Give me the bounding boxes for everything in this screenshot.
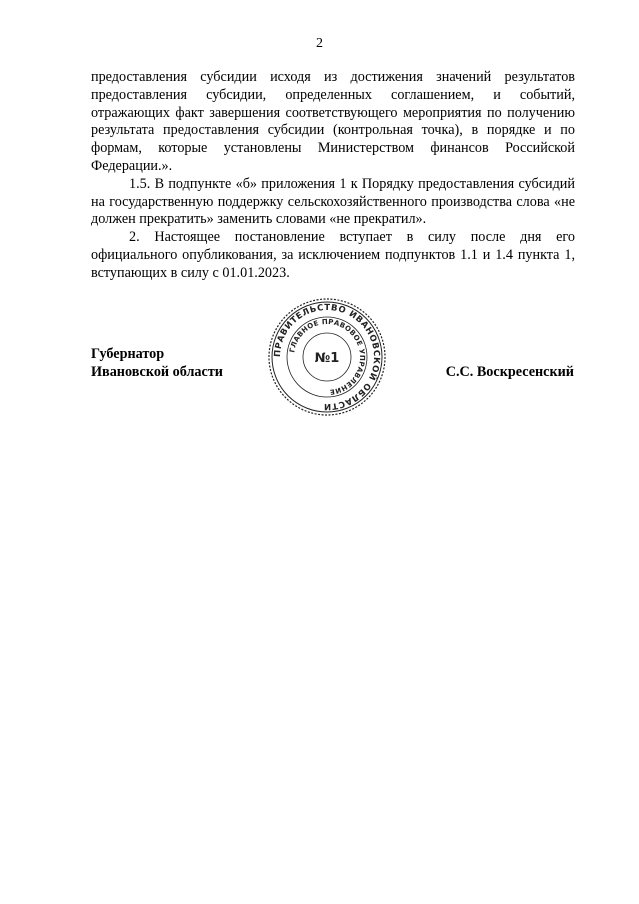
page-number: 2 <box>316 36 323 51</box>
signature-region: Ивановской области <box>91 364 223 380</box>
official-stamp <box>267 297 387 417</box>
paragraph-2: 2. Настоящее постановление вступает в силу после дня его официального опубликования, за исключением подпунктов 1.1 и 1.4 пункта 1, вступающих в силу с 01.01.2023. <box>91 229 575 281</box>
stamp-outer-path: ПРАВИТЕЛЬСТВО ИВАНОВСКОЙ ОБЛАСТИ <box>272 302 382 412</box>
document-body <box>91 69 575 283</box>
signature-title: Губернатор <box>91 346 165 362</box>
signer-name: С.С. Воскресенский <box>445 364 574 380</box>
stamp-inner-path: ГЛАВНОЕ ПРАВОВОЕ УПРАВЛЕНИЕ <box>288 317 367 396</box>
paragraph-1-5: 1.5. В подпункте «б» приложения 1 к Порядку предоставления субсидий на государственную поддержку сельскохозяйственного производства слова «не должен прекратить» заменить словами «не прекратил». <box>91 175 575 228</box>
stamp-number: №1 <box>314 351 340 366</box>
paragraph-continuation: предоставления субсидии исходя из достижения значений результатов предоставления субсидии, определенных соглашением, и событий, отражающих факт завершения соответствующего мероприятия по получению результата предоставления субсидии (контрольная точка), в порядке и по формам, которые установлены Министерством финансов Российской Федерации.». <box>91 69 575 174</box>
signature-position <box>91 345 223 381</box>
